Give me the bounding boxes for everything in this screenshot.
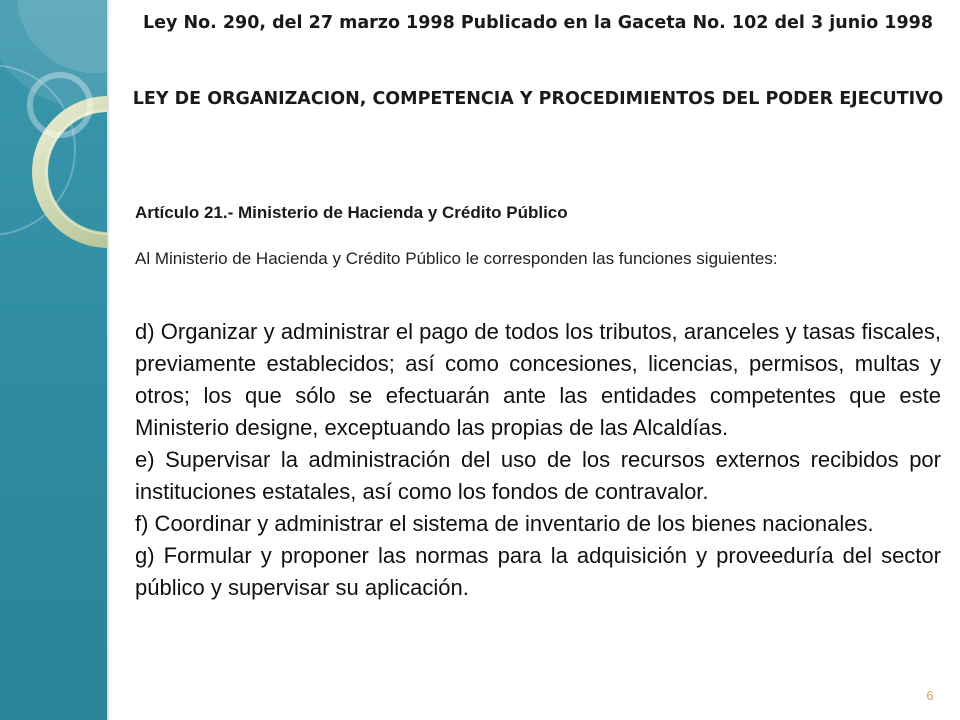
page-number: 6	[926, 688, 934, 703]
article-title: Artículo 21.- Ministerio de Hacienda y Crédito Público	[135, 203, 568, 222]
decorative-sidebar	[0, 0, 107, 720]
article-item-f: f) Coordinar y administrar el sistema de inventario de los bienes nacionales.	[135, 511, 874, 536]
law-reference: Ley No. 290, del 27 marzo 1998 Publicado en la Gaceta No. 102 del 3 junio 1998	[142, 13, 934, 33]
article-items-list	[135, 316, 941, 604]
article-intro: Al Ministerio de Hacienda y Crédito Público le corresponden las funciones siguientes:	[135, 249, 778, 268]
article-item-e: e) Supervisar la administración del uso de los recursos externos recibidos por instituciones estatales, así como los fondos de contravalor.	[135, 447, 941, 504]
sidebar-shadow	[107, 0, 110, 720]
decorative-rings-graphic	[0, 0, 107, 720]
law-title: LEY DE ORGANIZACION, COMPETENCIA Y PROCEDIMIENTOS DEL PODER EJECUTIVO	[132, 89, 944, 109]
article-item-d: d) Organizar y administrar el pago de todos los tributos, aranceles y tasas fiscales, previamente establecidos; así como concesiones, licencias, permisos, multas y otros; los que sólo se efectuarán ante las entidades competentes que este Ministerio designe, exceptuando las propias de las Alcaldías.	[135, 319, 941, 440]
article-item-g: g) Formular y proponer las normas para la adquisición y proveeduría del sector público y supervisar su aplicación.	[135, 543, 941, 600]
